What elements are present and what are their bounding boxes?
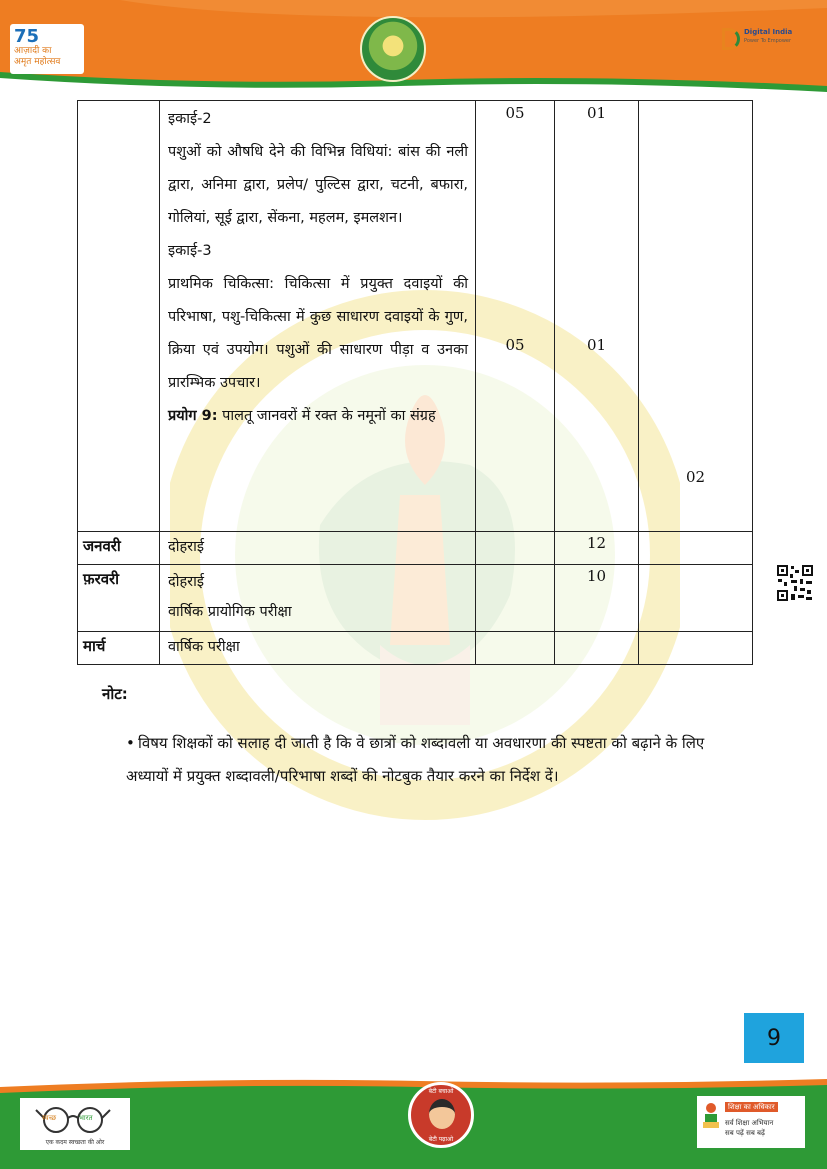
- content-cell: [160, 632, 476, 665]
- bharat-word: भारत: [79, 1114, 93, 1122]
- theory-periods-cell: [476, 632, 555, 665]
- experiment-periods-cell: [639, 565, 753, 632]
- children-reading-icon: [701, 1102, 721, 1138]
- swachh-bharat-logo: [20, 1098, 130, 1150]
- practical-periods-cell: [555, 632, 639, 665]
- shiksha-line2: सर्व शिक्षा अभियान: [725, 1119, 774, 1127]
- unit-text: प्राथमिक चिकित्सा: चिकित्सा में प्रयुक्त दवाइयों की परिभाषा, पशु-चिकित्सा में कुछ साधारण दवाइयों के गुण, क्रिया एवं उपयोग। पशुओं की साधारण पीड़ा व उनका प्रारम्भिक उपचार।: [168, 276, 468, 391]
- board-seal-icon: [360, 16, 426, 82]
- qr-code-icon[interactable]: [776, 564, 814, 602]
- table-row: [78, 632, 753, 665]
- content-text: वार्षिक प्रायोगिक परीक्षा: [168, 604, 292, 620]
- value: 02: [685, 468, 706, 486]
- value: 10: [586, 567, 607, 585]
- value: 12: [586, 534, 607, 552]
- value: 01: [586, 336, 607, 354]
- value: 01: [586, 104, 607, 122]
- bullet-icon: •: [126, 734, 135, 752]
- beti-bottom-text: बेटी पढ़ाओ: [428, 1136, 454, 1143]
- note-heading: नोट:: [102, 685, 128, 703]
- table-row: [78, 101, 753, 532]
- experiment-periods-cell: [639, 632, 753, 665]
- experiment-label: प्रयोग 9:: [168, 408, 218, 424]
- experiment-periods-cell: [639, 532, 753, 565]
- practical-periods-cell: [555, 532, 639, 565]
- shiksha-line3: सब पढ़ें सब बढ़ें: [725, 1129, 765, 1137]
- beti-bachao-beti-padhao-logo: [408, 1082, 474, 1148]
- content-text: दोहराई: [168, 539, 204, 555]
- azadi-ka-amrit-mahotsav-logo: [10, 24, 84, 74]
- practical-periods-cell: [555, 565, 639, 632]
- value: 05: [505, 336, 525, 354]
- swachh-word: स्वच्छ: [42, 1114, 57, 1122]
- content-cell: [160, 565, 476, 632]
- value: 05: [505, 104, 525, 122]
- theory-periods-cell: [476, 101, 555, 532]
- experiment-desc: पालतू जानवरों में रक्त के नमूनों का संग्रह: [217, 408, 436, 424]
- digital-india-logo: [722, 26, 792, 54]
- content-text: दोहराई: [168, 574, 204, 590]
- theory-periods-cell: [476, 565, 555, 632]
- month-cell: मार्च: [78, 632, 160, 665]
- table-row: [78, 565, 753, 632]
- content-text: वार्षिक परीक्षा: [168, 639, 240, 655]
- note-bullet-item: [126, 727, 731, 793]
- month-cell: फ़रवरी: [78, 565, 160, 632]
- page-number: 9: [744, 1013, 804, 1063]
- digital-india-d-icon: [722, 28, 740, 50]
- theory-periods-cell: [476, 532, 555, 565]
- content-cell: [160, 101, 476, 532]
- azadi-number: 75: [14, 26, 40, 47]
- table-row: [78, 532, 753, 565]
- month-cell: [78, 101, 160, 532]
- content-cell: [160, 532, 476, 565]
- azadi-line2: अमृत महोत्सव: [14, 57, 61, 67]
- girl-face-icon: [429, 1099, 455, 1129]
- beti-top-text: बेटी बचाओ: [428, 1088, 454, 1095]
- syllabus-table: [77, 100, 753, 665]
- digital-india-title: Digital India: [744, 28, 793, 36]
- note-text: विषय शिक्षकों को सलाह दी जाती है कि वे छात्रों को शब्दावली या अवधारणा की स्पष्टता को बढ़ाने के लिए अध्यायों में प्रयुक्त शब्दावली/परिभाषा शब्दों की नोटबुक तैयार करने का निर्देश दें।: [126, 734, 705, 785]
- swachh-tagline: एक कदम स्वच्छता की ओर: [45, 1139, 105, 1146]
- shiksha-ka-adhikar-logo: [697, 1096, 805, 1148]
- practical-periods-cell: [555, 101, 639, 532]
- unit-text: पशुओं को औषधि देने की विभिन्न विधियां: बांस की नली द्वारा, अनिमा द्वारा, प्रलेप/ पुल्टिस द्वारा, चटनी, बफारा, गोलियां, सूई द्वारा, सेंकना, महलम, इमलशन।: [168, 144, 468, 226]
- month-cell: जनवरी: [78, 532, 160, 565]
- experiment-periods-cell: [639, 101, 753, 532]
- unit-heading: इकाई-2: [168, 111, 212, 127]
- shiksha-title: शिक्षा का अधिकार: [725, 1102, 778, 1112]
- digital-india-tagline: Power To Empower: [744, 38, 792, 44]
- page-header: [0, 0, 827, 100]
- experiment-text: [168, 400, 468, 433]
- unit-heading: इकाई-3: [168, 243, 212, 259]
- azadi-line1: आज़ादी का: [14, 46, 52, 56]
